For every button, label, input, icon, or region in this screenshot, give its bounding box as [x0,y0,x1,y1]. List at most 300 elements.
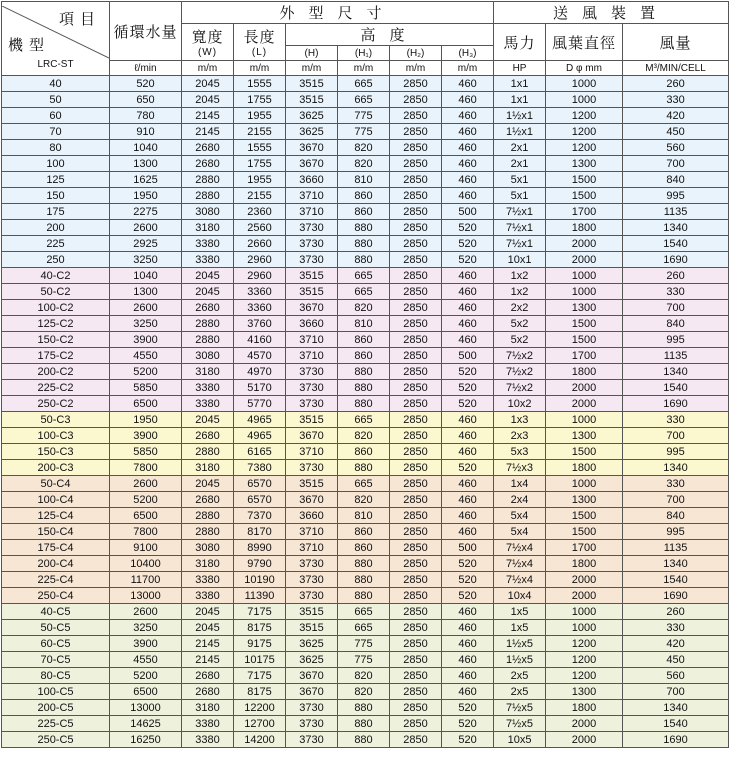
hp-cell: 5x4 [494,508,546,524]
hp-cell: 7½x4 [494,540,546,556]
length-label: 長度 [243,29,276,46]
blade-diameter-cell: 1700 [546,348,623,364]
length-cell: 12700 [234,716,286,732]
table-row [2,492,729,508]
hp-cell: 2x1 [494,140,546,156]
length-cell: 4965 [234,428,286,444]
table-row [2,668,729,684]
airflow-cell: 560 [623,668,729,684]
circulation-cell: 1300 [110,156,182,172]
airflow-cell: 995 [623,524,729,540]
width-cell: 2145 [182,636,234,652]
blade-diameter-cell: 1800 [546,364,623,380]
airflow-cell: 840 [623,316,729,332]
table-row [2,620,729,636]
model-cell: 80 [2,140,110,156]
h1-cell: 880 [338,716,390,732]
h3-cell: 460 [442,492,494,508]
blade-diameter-cell: 1000 [546,76,623,92]
h-cell: 3515 [286,620,338,636]
circulation-cell: 9100 [110,540,182,556]
table-row [2,172,729,188]
length-cell: 12200 [234,700,286,716]
circulation-cell: 2275 [110,204,182,220]
blade-diameter-cell: 1500 [546,188,623,204]
h2-cell: 2850 [390,348,442,364]
h2-cell: 2850 [390,620,442,636]
airflow-cell: 1135 [623,204,729,220]
table-row [2,268,729,284]
model-cell: 250 [2,252,110,268]
blade-diameter-cell: 1500 [546,332,623,348]
h3-cell: 460 [442,316,494,332]
width-cell: 3080 [182,204,234,220]
h1-cell: 860 [338,524,390,540]
table-row [2,300,729,316]
hp-cell: 2x1 [494,156,546,172]
h-cell: 3625 [286,636,338,652]
table-row [2,556,729,572]
circulation-cell: 2600 [110,220,182,236]
hp-cell: 7½x4 [494,556,546,572]
blade-diameter-cell: 2000 [546,588,623,604]
hp-cell: 10x4 [494,588,546,604]
table-row [2,332,729,348]
table-row [2,108,729,124]
airflow-cell: 1690 [623,396,729,412]
h-cell: 3515 [286,76,338,92]
circulation-cell: 650 [110,92,182,108]
h1-cell: 665 [338,284,390,300]
airflow-cell: 420 [623,636,729,652]
hp-cell: 1x3 [494,412,546,428]
h3-cell: 460 [442,684,494,700]
table-row [2,364,729,380]
h1-cell: 810 [338,172,390,188]
model-cell: 250-C5 [2,732,110,748]
h3-cell: 460 [442,444,494,460]
h2-cell: 2850 [390,668,442,684]
airflow-header: 風量 [623,24,729,61]
h2-cell: 2850 [390,236,442,252]
h2-cell: 2850 [390,380,442,396]
h1-cell: 665 [338,268,390,284]
h2-cell: 2850 [390,316,442,332]
width-cell: 2880 [182,508,234,524]
model-cell: 60-C5 [2,636,110,652]
airflow-cell: 1690 [623,732,729,748]
blade-diameter-cell: 1200 [546,668,623,684]
length-cell: 4160 [234,332,286,348]
airflow-cell: 840 [623,172,729,188]
model-cell: 175-C4 [2,540,110,556]
hp-cell: 7½x2 [494,380,546,396]
table-body [2,76,729,748]
table-row [2,476,729,492]
length-cell: 8170 [234,524,286,540]
circulation-cell: 16250 [110,732,182,748]
width-cell: 2045 [182,284,234,300]
table-row [2,684,729,700]
circulation-cell: 11700 [110,572,182,588]
circulation-cell: 2600 [110,604,182,620]
width-cell: 2045 [182,604,234,620]
length-cell: 2660 [234,236,286,252]
blade-diameter-cell: 1800 [546,556,623,572]
table-row [2,700,729,716]
corner-item-label: 項目 [58,10,101,28]
corner-header-cell [2,2,110,76]
table-row [2,588,729,604]
h1-cell: 665 [338,620,390,636]
airflow-cell: 995 [623,332,729,348]
length-cell: 3360 [234,284,286,300]
width-cell: 3380 [182,396,234,412]
hp-cell: 10x5 [494,732,546,748]
circulation-header: 循環水量 [110,2,182,61]
h2-cell: 2850 [390,300,442,316]
circulation-cell: 3250 [110,620,182,636]
blade-diameter-cell: 1000 [546,284,623,300]
width-cell: 2045 [182,92,234,108]
circulation-cell: 1950 [110,412,182,428]
width-cell: 3080 [182,348,234,364]
model-cell: 125-C2 [2,316,110,332]
h2-cell: 2850 [390,188,442,204]
model-cell: 100-C4 [2,492,110,508]
h3-cell: 460 [442,508,494,524]
circulation-cell: 3900 [110,332,182,348]
table-row [2,284,729,300]
width-symbol: (W) [197,47,218,58]
h-cell: 3730 [286,460,338,476]
h1-cell: 880 [338,556,390,572]
h3-cell: 460 [442,268,494,284]
h3-cell: 520 [442,380,494,396]
h1-cell: 820 [338,668,390,684]
blade-diameter-cell: 1000 [546,604,623,620]
h-cell: 3710 [286,188,338,204]
airflow-cell: 700 [623,156,729,172]
length-cell: 2960 [234,252,286,268]
h-cell: 3515 [286,604,338,620]
table-row [2,652,729,668]
h2-cell: 2850 [390,476,442,492]
h-cell: 3515 [286,476,338,492]
airflow-cell: 700 [623,492,729,508]
circulation-cell: 10400 [110,556,182,572]
length-unit: m/m [234,61,286,76]
width-cell: 3180 [182,556,234,572]
h1-cell: 665 [338,604,390,620]
h-cell: 3670 [286,156,338,172]
model-cell: 100-C2 [2,300,110,316]
outer-dimension-header: 外型尺寸 [182,2,494,24]
circulation-cell: 7800 [110,524,182,540]
table-row [2,204,729,220]
circulation-cell: 5200 [110,364,182,380]
h-cell: 3710 [286,524,338,540]
h2-cell: 2850 [390,156,442,172]
h-cell: 3660 [286,316,338,332]
h2-cell: 2850 [390,412,442,428]
length-cell: 3360 [234,300,286,316]
hp-cell: 5x1 [494,188,546,204]
h1-cell: 880 [338,236,390,252]
airflow-cell: 330 [623,284,729,300]
h1-cell: 860 [338,348,390,364]
length-cell: 9175 [234,636,286,652]
model-cell: 175 [2,204,110,220]
model-cell: 100-C3 [2,428,110,444]
h-cell: 3660 [286,172,338,188]
h3-cell: 460 [442,300,494,316]
h1-symbol: (H₁) [338,46,390,61]
length-cell: 7380 [234,460,286,476]
hp-cell: 2x3 [494,428,546,444]
h1-cell: 775 [338,636,390,652]
blade-diameter-cell: 1000 [546,412,623,428]
h1-cell: 665 [338,76,390,92]
h2-cell: 2850 [390,444,442,460]
length-cell: 10190 [234,572,286,588]
model-cell: 200-C2 [2,364,110,380]
h-cell: 3730 [286,380,338,396]
h3-cell: 460 [442,124,494,140]
h3-cell: 460 [442,172,494,188]
h2-cell: 2850 [390,204,442,220]
spec-table [1,1,729,748]
h3-cell: 460 [442,412,494,428]
hp-cell: 5x3 [494,444,546,460]
width-cell: 3380 [182,588,234,604]
h-cell: 3710 [286,444,338,460]
table-row [2,380,729,396]
h-cell: 3730 [286,396,338,412]
airflow-cell: 1540 [623,716,729,732]
h2-cell: 2850 [390,684,442,700]
h-cell: 3515 [286,412,338,428]
h2-cell: 2850 [390,636,442,652]
h-cell: 3730 [286,252,338,268]
h1-cell: 665 [338,92,390,108]
blade-diameter-cell: 1000 [546,620,623,636]
h-cell: 3670 [286,428,338,444]
circulation-cell: 1040 [110,268,182,284]
circulation-cell: 3900 [110,636,182,652]
table-row [2,524,729,540]
table-row [2,636,729,652]
hp-cell: 1x2 [494,268,546,284]
width-cell: 2880 [182,316,234,332]
width-cell: 2680 [182,140,234,156]
circulation-cell: 13000 [110,700,182,716]
width-cell: 2880 [182,188,234,204]
hp-cell: 1½x5 [494,652,546,668]
model-cell: 125 [2,172,110,188]
h1-cell: 820 [338,684,390,700]
width-cell: 3180 [182,700,234,716]
h1-cell: 860 [338,332,390,348]
h-cell: 3515 [286,92,338,108]
h1-cell: 880 [338,460,390,476]
blade-diameter-cell: 2000 [546,396,623,412]
fan-device-header: 送風裝置 [494,2,729,24]
table-row [2,92,729,108]
length-cell: 1555 [234,76,286,92]
length-cell: 1755 [234,156,286,172]
width-cell: 2680 [182,300,234,316]
model-cell: 250-C4 [2,588,110,604]
length-cell: 8175 [234,620,286,636]
h-cell: 3730 [286,236,338,252]
length-cell: 7175 [234,604,286,620]
length-header [234,24,286,61]
h3-cell: 460 [442,140,494,156]
h-cell: 3730 [286,700,338,716]
length-cell: 4965 [234,412,286,428]
table-row [2,348,729,364]
hp-cell: 5x2 [494,332,546,348]
length-cell: 2155 [234,124,286,140]
h1-cell: 820 [338,300,390,316]
airflow-cell: 1135 [623,540,729,556]
h1-cell: 880 [338,572,390,588]
h3-cell: 520 [442,364,494,380]
airflow-cell: 450 [623,652,729,668]
blade-diameter-cell: 2000 [546,572,623,588]
model-cell: 60 [2,108,110,124]
blade-diameter-cell: 1500 [546,508,623,524]
h-cell: 3670 [286,492,338,508]
table-row [2,572,729,588]
length-cell: 1955 [234,108,286,124]
h1-cell: 820 [338,492,390,508]
width-cell: 2045 [182,76,234,92]
hp-cell: 7½x5 [494,716,546,732]
airflow-cell: 1340 [623,556,729,572]
h-symbol: (H) [286,46,338,61]
airflow-cell: 1540 [623,236,729,252]
blade-diameter-cell: 1200 [546,636,623,652]
h-cell: 3625 [286,124,338,140]
blade-diameter-cell: 1800 [546,700,623,716]
width-cell: 2880 [182,172,234,188]
h3-cell: 520 [442,716,494,732]
width-cell: 2145 [182,108,234,124]
h2-cell: 2850 [390,364,442,380]
length-cell: 10175 [234,652,286,668]
hp-cell: 2x4 [494,492,546,508]
h3-cell: 520 [442,732,494,748]
circulation-unit: ℓ/min [110,61,182,76]
hp-cell: 10x2 [494,396,546,412]
h-cell: 3730 [286,220,338,236]
h3-cell: 520 [442,700,494,716]
hp-cell: 7½x2 [494,348,546,364]
circulation-cell: 5850 [110,444,182,460]
h1-cell: 880 [338,700,390,716]
blade-diameter-cell: 1700 [546,540,623,556]
hp-cell: 1½x1 [494,108,546,124]
corner-series-label: LRC-ST [37,58,74,70]
blade-diameter-cell: 1200 [546,652,623,668]
hp-cell: 1x1 [494,92,546,108]
width-cell: 3180 [182,460,234,476]
circulation-cell: 1040 [110,140,182,156]
h-cell: 3625 [286,652,338,668]
hp-cell: 7½x1 [494,204,546,220]
airflow-cell: 700 [623,300,729,316]
hp-cell: 7½x2 [494,364,546,380]
blade-diameter-cell: 2000 [546,236,623,252]
circulation-cell: 7800 [110,460,182,476]
width-cell: 3080 [182,540,234,556]
model-cell: 200-C3 [2,460,110,476]
hp-cell: 10x1 [494,252,546,268]
model-cell: 100-C5 [2,684,110,700]
h-cell: 3515 [286,284,338,300]
airflow-cell: 260 [623,268,729,284]
table-row [2,316,729,332]
hp-cell: 5x1 [494,172,546,188]
table-row [2,428,729,444]
h-cell: 3670 [286,140,338,156]
table-row [2,156,729,172]
h3-cell: 460 [442,156,494,172]
h3-cell: 520 [442,396,494,412]
h2-cell: 2850 [390,460,442,476]
h2-cell: 2850 [390,732,442,748]
airflow-cell: 560 [623,140,729,156]
h3-cell: 460 [442,428,494,444]
h3-cell: 460 [442,332,494,348]
width-cell: 3380 [182,236,234,252]
airflow-cell: 260 [623,76,729,92]
blade-diameter-cell: 1000 [546,476,623,492]
circulation-cell: 4550 [110,652,182,668]
model-cell: 70-C5 [2,652,110,668]
blade-diameter-cell: 1500 [546,524,623,540]
h2-cell: 2850 [390,716,442,732]
width-cell: 2880 [182,444,234,460]
circulation-cell: 1950 [110,188,182,204]
h2-cell: 2850 [390,524,442,540]
blade-diameter-cell: 2000 [546,732,623,748]
airflow-cell: 840 [623,508,729,524]
hp-cell: 1x4 [494,476,546,492]
length-cell: 7370 [234,508,286,524]
table-row [2,604,729,620]
circulation-cell: 2925 [110,236,182,252]
width-cell: 2045 [182,412,234,428]
circulation-cell: 3250 [110,316,182,332]
hp-cell: 7½x4 [494,572,546,588]
hp-cell: 1x5 [494,604,546,620]
h1-cell: 880 [338,396,390,412]
length-cell: 5170 [234,380,286,396]
model-cell: 150-C4 [2,524,110,540]
hp-cell: 1½x5 [494,636,546,652]
h3-cell: 460 [442,92,494,108]
circulation-cell: 4550 [110,348,182,364]
h3-cell: 520 [442,252,494,268]
model-cell: 50-C3 [2,412,110,428]
blade-diameter-cell: 1200 [546,140,623,156]
h2-cell: 2850 [390,652,442,668]
airflow-cell: 1135 [623,348,729,364]
width-cell: 3380 [182,252,234,268]
